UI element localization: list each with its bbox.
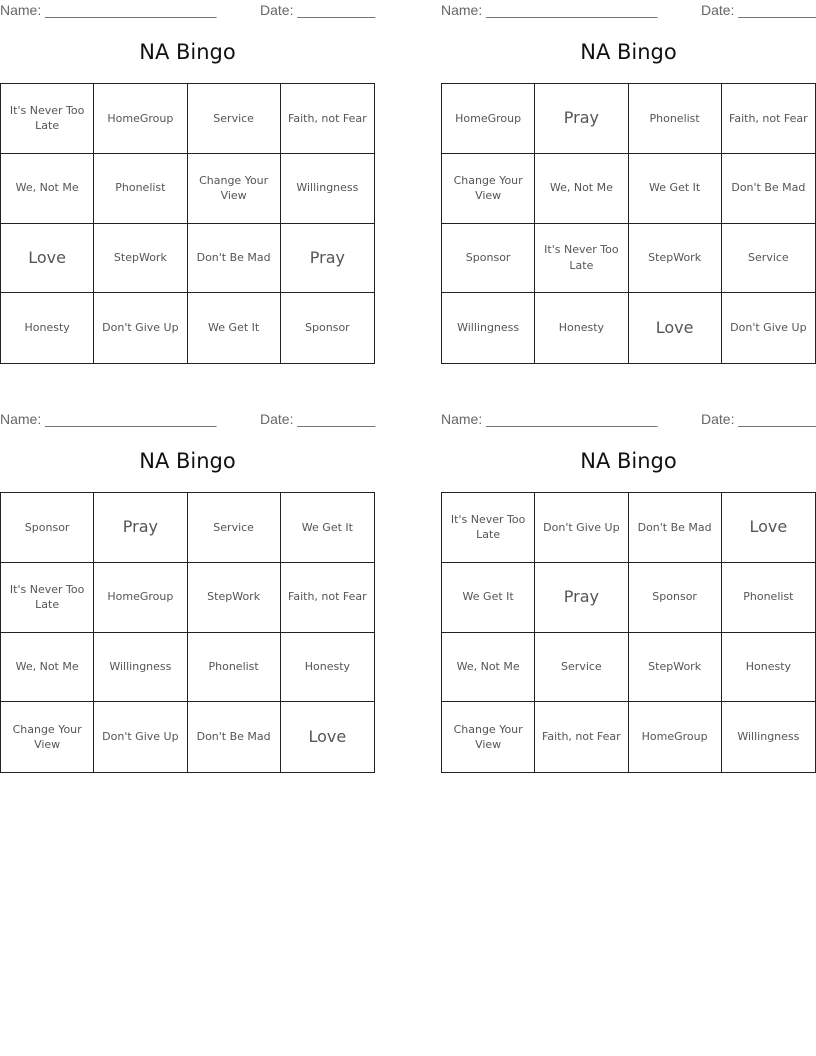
bingo-cell: Don't Be Mad <box>722 154 815 224</box>
bingo-card <box>0 0 375 370</box>
bingo-cell: Faith, not Fear <box>535 702 628 772</box>
card-header-fields <box>441 0 816 22</box>
bingo-cell: Change Your View <box>1 702 94 772</box>
bingo-cell: Faith, not Fear <box>281 84 374 154</box>
bingo-cell: Don't Give Up <box>94 293 187 363</box>
bingo-cell: It's Never Too Late <box>535 224 628 294</box>
bingo-cell: Service <box>535 633 628 703</box>
bingo-cell: Change Your View <box>188 154 281 224</box>
name-field: Name: ______________________ <box>441 411 658 427</box>
bingo-cell: Don't Be Mad <box>188 224 281 294</box>
bingo-cell: Service <box>188 493 281 563</box>
bingo-cell: Love <box>1 224 94 294</box>
bingo-cell: Don't Be Mad <box>629 493 722 563</box>
bingo-cell: Don't Give Up <box>94 702 187 772</box>
bingo-cell: HomeGroup <box>94 84 187 154</box>
bingo-card <box>441 409 816 779</box>
bingo-cell: StepWork <box>94 224 187 294</box>
bingo-grid <box>0 83 375 364</box>
bingo-cell: Don't Give Up <box>730 321 807 335</box>
bingo-cell: Pray <box>535 84 628 154</box>
bingo-cell: Sponsor <box>629 563 722 633</box>
bingo-cell: Pray <box>94 493 187 563</box>
bingo-grid <box>441 83 816 364</box>
bingo-cell: Change Your View <box>442 702 535 772</box>
card-title: NA Bingo <box>580 40 677 64</box>
bingo-cell: We, Not Me <box>1 154 94 224</box>
bingo-card <box>0 409 375 779</box>
bingo-cell: We Get It <box>281 493 374 563</box>
bingo-cell: Willingness <box>737 730 800 744</box>
bingo-cell: We Get It <box>629 154 722 224</box>
bingo-cell: Love <box>308 726 347 746</box>
bingo-cell: StepWork <box>629 224 722 294</box>
bingo-cell: It's Never Too Late <box>1 84 94 154</box>
bingo-cell: Service <box>188 84 281 154</box>
date-field: Date: __________ <box>260 411 376 427</box>
bingo-cell: It's Never Too Late <box>442 493 535 563</box>
date-field: Date: __________ <box>701 2 816 18</box>
bingo-grid <box>0 492 375 773</box>
bingo-cell: We, Not Me <box>535 154 628 224</box>
bingo-cell: Love <box>629 293 722 363</box>
card-title: NA Bingo <box>139 449 236 473</box>
bingo-cell: Faith, not Fear <box>281 563 374 633</box>
bingo-cell: We Get It <box>442 563 535 633</box>
bingo-cell: Pray <box>281 224 374 294</box>
bingo-cell: Honesty <box>535 293 628 363</box>
bingo-cell: Honesty <box>1 293 94 363</box>
name-field: Name: ______________________ <box>441 2 658 18</box>
bingo-cell: Don't Be Mad <box>188 702 281 772</box>
bingo-cell: Phonelist <box>188 633 281 703</box>
bingo-cell: Honesty <box>281 633 374 703</box>
card-title: NA Bingo <box>580 449 677 473</box>
bingo-cell: Love <box>722 493 815 563</box>
card-header-fields <box>441 409 816 431</box>
bingo-card <box>441 0 816 370</box>
card-header-fields <box>0 409 375 431</box>
bingo-cell: We, Not Me <box>442 633 535 703</box>
bingo-cell: We Get It <box>188 293 281 363</box>
bingo-cell: HomeGroup <box>94 563 187 633</box>
bingo-cell: HomeGroup <box>629 702 722 772</box>
bingo-cell: Sponsor <box>442 224 535 294</box>
bingo-cell: Change Your View <box>442 154 535 224</box>
bingo-cell: HomeGroup <box>442 84 535 154</box>
bingo-cell: We, Not Me <box>1 633 94 703</box>
bingo-cell: Willingness <box>94 633 187 703</box>
name-field: Name: ______________________ <box>0 2 217 18</box>
bingo-cell: Sponsor <box>1 493 94 563</box>
bingo-cell: It's Never Too Late <box>1 563 94 633</box>
date-field: Date: __________ <box>260 2 376 18</box>
bingo-cell: Willingness <box>281 154 374 224</box>
bingo-cell: Phonelist <box>94 154 187 224</box>
bingo-cell: Phonelist <box>722 563 815 633</box>
card-header-fields <box>0 0 375 22</box>
bingo-cell: Don't Give Up <box>535 493 628 563</box>
name-field: Name: ______________________ <box>0 411 217 427</box>
bingo-cell: Willingness <box>442 293 535 363</box>
bingo-cell: Phonelist <box>629 84 722 154</box>
bingo-grid <box>441 492 816 773</box>
date-field: Date: __________ <box>701 411 816 427</box>
bingo-cell: StepWork <box>629 633 722 703</box>
card-title: NA Bingo <box>139 40 236 64</box>
bingo-cell: Sponsor <box>305 321 350 335</box>
bingo-cell: Faith, not Fear <box>722 84 815 154</box>
bingo-cell: Pray <box>535 563 628 633</box>
bingo-cell: Service <box>722 224 815 294</box>
bingo-cell: StepWork <box>188 563 281 633</box>
bingo-cell: Honesty <box>722 633 815 703</box>
